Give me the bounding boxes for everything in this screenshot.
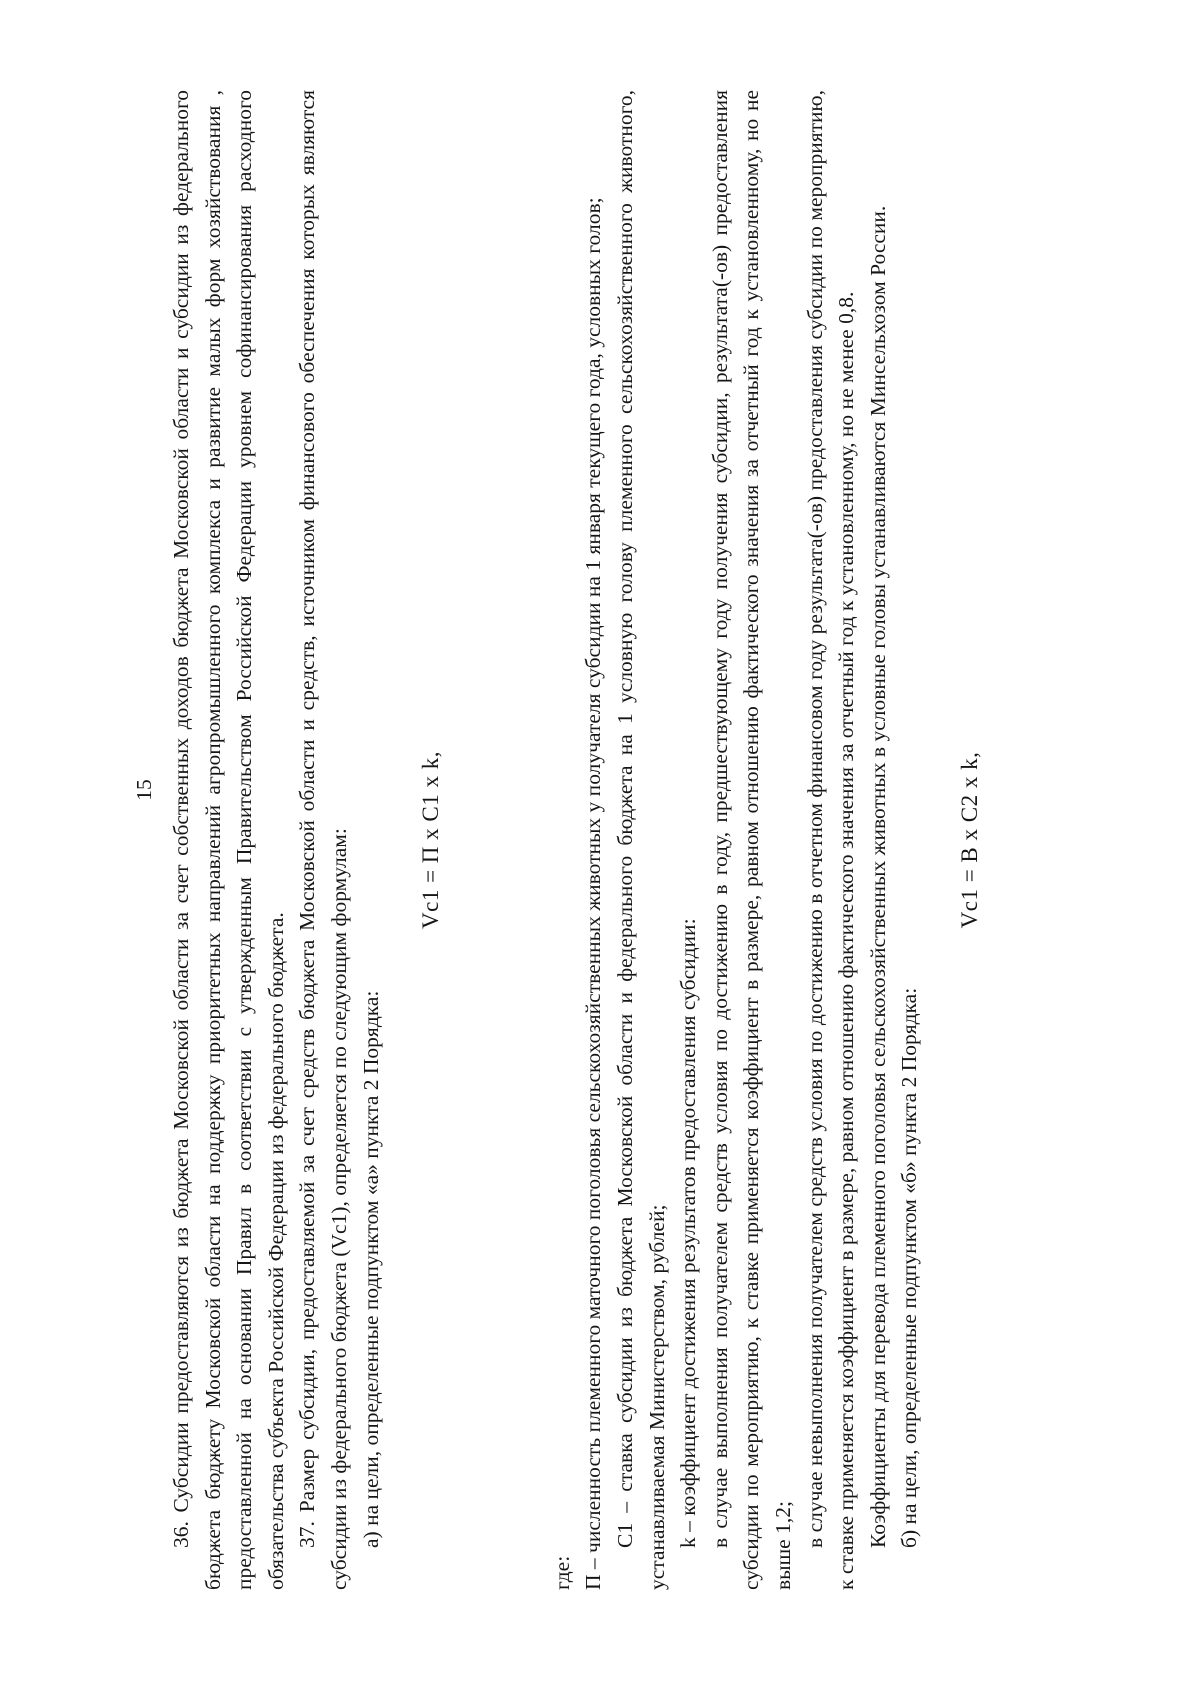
formula-b: Vc1 = B x C2 x k, <box>956 751 982 929</box>
definition-c1: C1 – ставка субсидии из бюджета Московской области и федерального бюджета на 1 условную голову племенного сельскохозяйственного животного, устанавливаемая Министерством, рублей; <box>612 90 669 1590</box>
rotated-content <box>132 90 1050 1590</box>
where-label: где: <box>549 1555 574 1590</box>
item-a: а) на цели, определенные подпунктом «а» пункта 2 Порядка: <box>358 990 383 1548</box>
coefficients-note: Коэффициенты для перевода племенного поголовья сельскохозяйственных животных в условные головы устанавливаются Минсельхозом России. <box>865 205 890 1548</box>
formula-a: Vc1 = П x C1 x k, <box>418 751 444 929</box>
definition-p: П – численность племенного маточного поголовья сельскохозяйственных животных у получателя субсидии на 1 января текущего года, условных голов; <box>581 197 606 1590</box>
definition-k: k – коэффициент достижения результатов предоставления субсидии: <box>676 918 701 1548</box>
paragraph-37: 37. Размер субсидии, предоставляемой за счет средств бюджета Московской области и средств, источником финансового обеспечения которых являются субсидии из федерального бюджета (Vc1), определяется по следующим формулам: <box>295 90 351 1590</box>
item-b: б) на цели, определенные подпунктом «б» пункта 2 Порядка: <box>897 987 922 1548</box>
page-number: 15 <box>132 779 156 801</box>
case-not-fulfilled: в случае невыполнения получателем средств условия по достижению в отчетном финансовом году результата(-ов) предоставления субсидии по мероприятию, к ставке применяется коэффициент в размере, равном отношению фактического значения за отчетный год к установленному, но не менее 0,8. <box>802 90 859 1590</box>
case-fulfilled: в случае выполнения получателем средств условия по достижению в году, предшествующему году получения субсидии, результата(-ов) предоставления субсидии по мероприятию, к ставке применяется коэффициент в размере, равном отношению фактического значения за отчетный год к установленному, но не выше 1,2; <box>707 90 795 1590</box>
paragraph-36: 36. Субсидии предоставляются из бюджета Московской области за счет собственных доходов бюджета Московской области и субсидии из федерального бюджета бюджету Московской области на поддержку приоритетных направлений агропромышленного комплекса и развитие малых форм хозяйствования , предоставленной на основании Правил в соответствии с утвержденным Правительством Российской Федерации уровнем софинансирования расходного обязательства субъекта Российской Федерации из федерального бюджета. <box>169 90 288 1590</box>
